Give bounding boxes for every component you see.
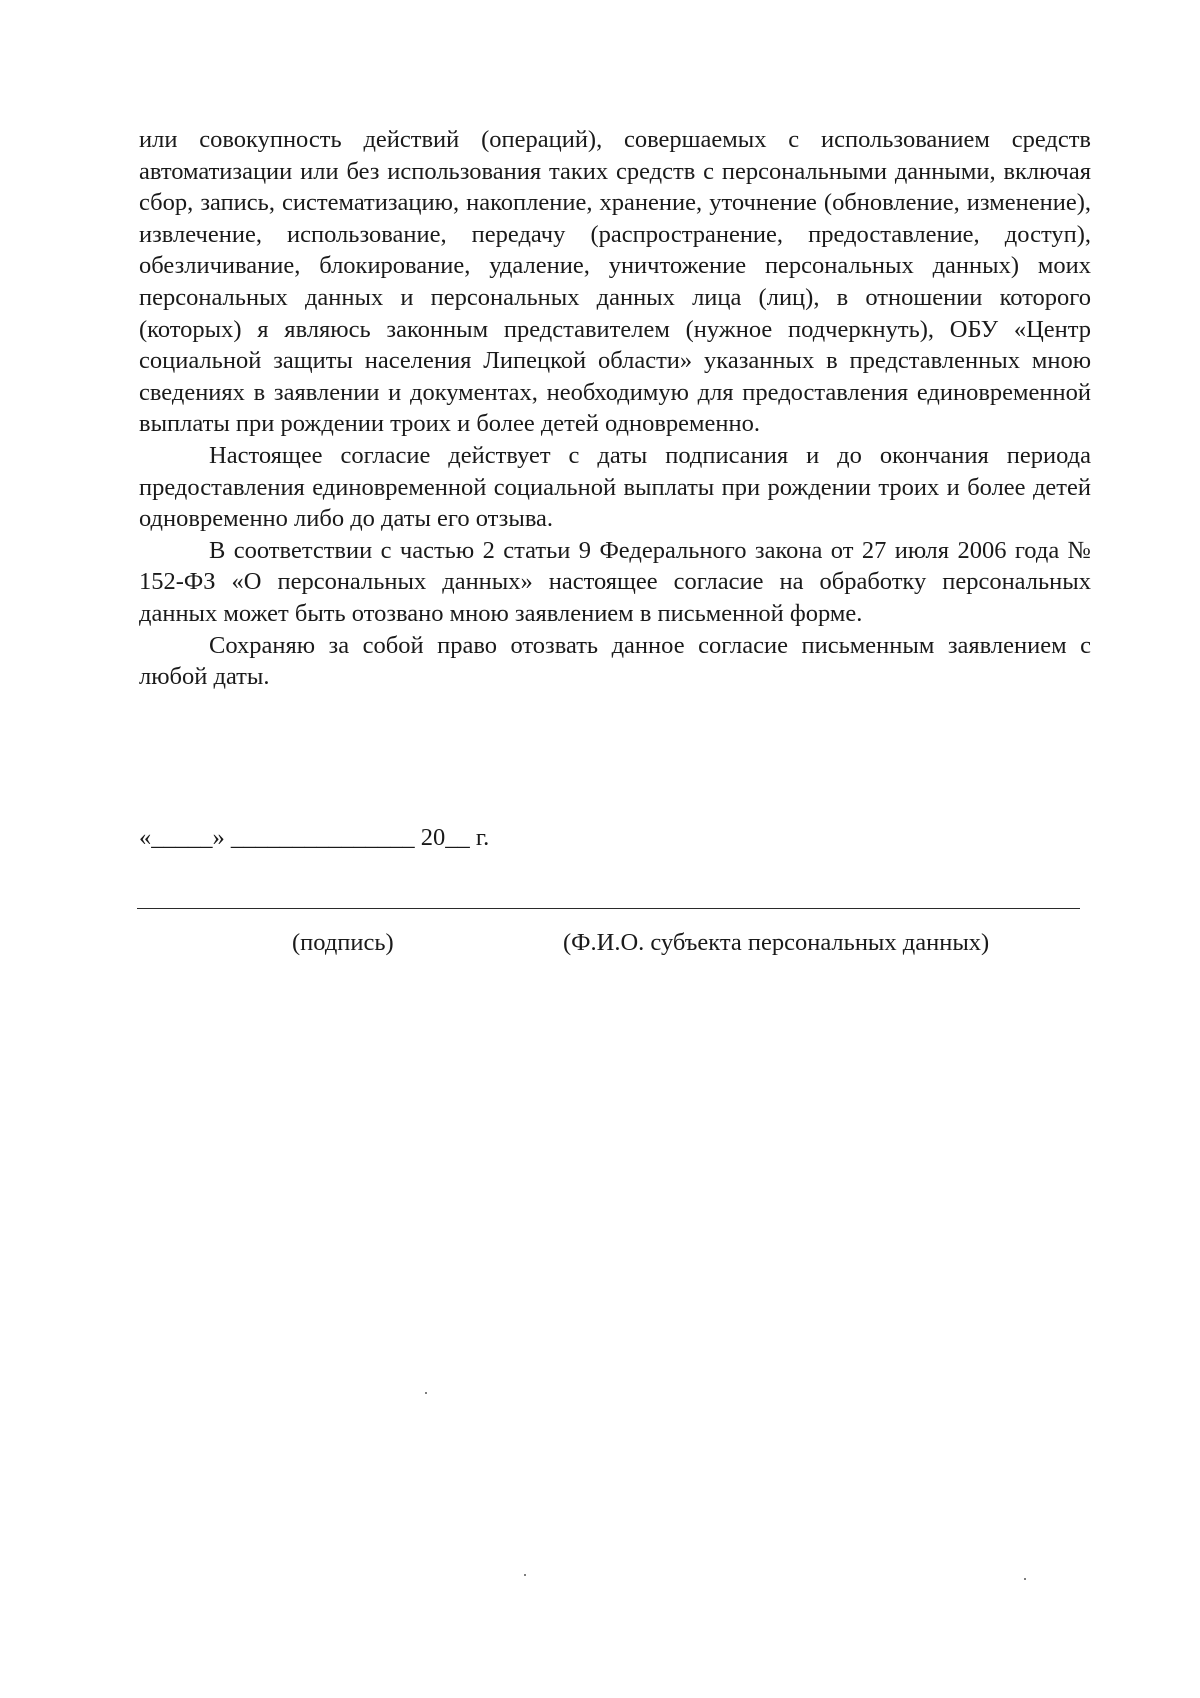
full-name-label: (Ф.И.О. субъекта персональных данных) bbox=[563, 929, 990, 956]
scan-speck bbox=[425, 1392, 427, 1394]
consent-body bbox=[139, 124, 1091, 693]
consent-paragraph-withdrawal-right: Сохраняю за собой право отозвать данное согласие письменным заявлением с любой даты. bbox=[139, 631, 1091, 691]
consent-paragraph-validity: Настоящее согласие действует с даты подписания и до окончания периода предоставления единовременной социальной выплаты при рождении троих и более детей одновременно либо до даты его отзыва. bbox=[139, 441, 1091, 533]
signature-line bbox=[137, 908, 1080, 909]
scan-speck bbox=[1024, 1578, 1026, 1580]
scan-speck bbox=[524, 1574, 526, 1576]
signature-label: (подпись) bbox=[292, 929, 394, 956]
date-line: «_____» _______________ 20__ г. bbox=[139, 824, 490, 851]
consent-paragraph-withdrawal-law: В соответствии с частью 2 статьи 9 Федерального закона от 27 июля 2006 года № 152-ФЗ «О персональных данных» настоящее согласие на обработку персональных данных может быть отозвано мною заявлением в письменной форме. bbox=[139, 536, 1091, 627]
consent-paragraph-processing: или совокупность действий (операций), совершаемых с использованием средств автоматизации или без использования таких средств с персональными данными, включая сбор, запись, систематизацию, накопление, хранение, уточнение (обновление, изменение), извлечение, использование, передачу (распространение, предоставление, доступ), обезличивание, блокирование, удаление, уничтожение персональных данных) моих персональных данных и персональных данных лица (лиц), в отношении которого (которых) я являюсь законным представителем (нужное подчеркнуть), ОБУ «Центр социальной защиты населения Липецкой области» указанных в представленных мною сведениях в заявлении и документах, необходимую для предоставления единовременной выплаты при рождении троих и более детей одновременно. bbox=[139, 126, 1091, 438]
